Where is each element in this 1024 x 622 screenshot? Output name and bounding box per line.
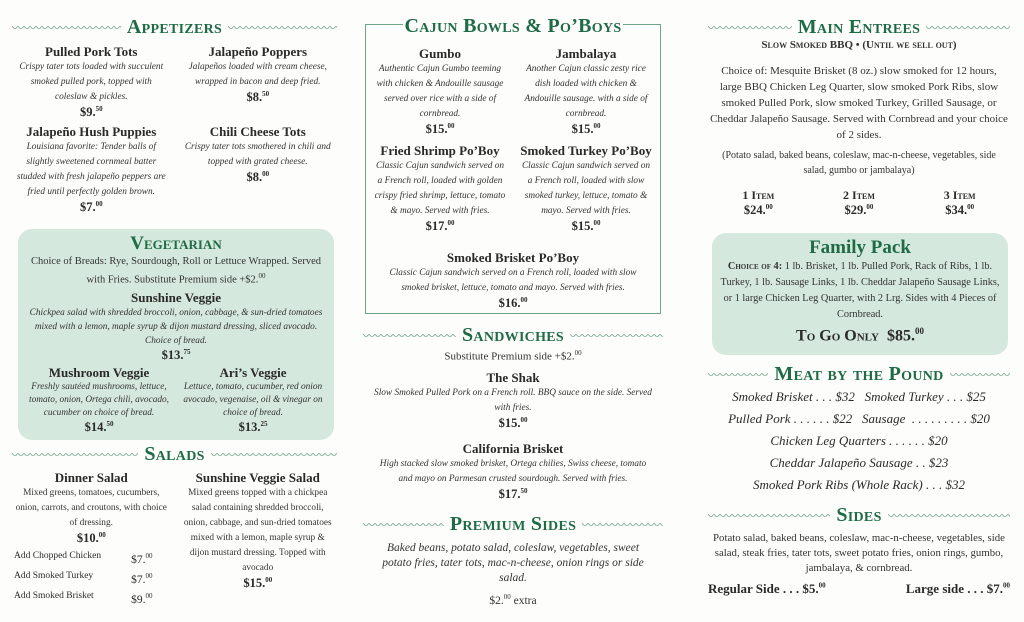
sides-prices	[708, 581, 1010, 597]
item-price: $14.50	[84, 419, 114, 434]
item-name: Dinner Salad	[54, 470, 128, 485]
premium-sides-desc: Baked beans, potato salad, coleslaw, vegetables, sweet potato fries, tater tots, mac-n-cheese, onion rings or side salad.	[382, 542, 644, 584]
item-name: California Brisket	[462, 441, 564, 456]
premium-sides-price: $2.00 extra	[489, 593, 537, 607]
section-title: Premium Sides	[449, 513, 577, 535]
section-title: Meat by the Pound	[774, 363, 944, 385]
item-price: $13.25	[238, 419, 268, 434]
main-entrees-note: (Potato salad, baked beans, coleslaw, mac-n-cheese, vegetables, side salad, gumbo or jambalaya)	[722, 150, 996, 176]
menu-item	[371, 370, 655, 431]
item-desc: Mixed greens, tomatoes, cucumbers, onion, carrots, and croutons, with choice of dressing.	[15, 488, 167, 528]
item-desc: Classic Cajun sandwich served on a French roll, loaded with slow smoked brisket, lettuce, tomato and mayo. Served with fries.	[389, 268, 637, 293]
section-title: Family Pack	[809, 237, 911, 258]
item-desc: Another Cajun classic zesty rice dish loaded with chicken & Andouille sausage. with a side of cornbread.	[524, 64, 648, 119]
item-name: Chili Cheese Tots	[209, 124, 306, 139]
premium-sides-header	[363, 513, 663, 536]
menu-item	[179, 44, 338, 120]
item-price: $17.00	[425, 219, 455, 233]
addon-row: Add Chopped Chicken $7.00	[14, 551, 153, 566]
regular-side-price: Regular Side . . . $5.00	[708, 581, 826, 596]
meat-row: Cheddar Jalapeño Sausage . . $23	[769, 455, 949, 470]
section-title: Appetizers	[126, 16, 223, 38]
cajun-header	[403, 15, 623, 38]
large-side-price: Large side . . . $7.00	[905, 581, 1010, 596]
family-pack-price: To Go Only $85.00	[796, 326, 924, 345]
item-name: Smoked Brisket Po’Boy	[446, 250, 580, 265]
addon-row: Add Smoked Turkey $7.00	[14, 571, 153, 586]
item-name: Sunshine Veggie	[131, 289, 221, 305]
menu-item	[517, 46, 655, 137]
menu-item	[180, 365, 326, 435]
item-price: $7.00	[79, 200, 103, 214]
divider	[12, 453, 138, 457]
menu-item	[371, 143, 509, 234]
item-price: $15.00	[243, 576, 273, 590]
tier: 2 Item $29.00	[843, 188, 875, 217]
menu-item	[371, 46, 509, 137]
menu-item	[373, 250, 653, 311]
item-desc: Chickpea salad with shredded broccoli, onion, cabbage, & sun-dried tomatoes mixed with a lemon, maple syrup & dijon mustard dressing, sliced avocado. Choice of bread.	[29, 307, 323, 346]
item-price: $15.00	[571, 219, 601, 233]
item-price: $15.00	[425, 122, 455, 136]
item-name: Jalapeño Hush Puppies	[26, 124, 157, 139]
left-column	[12, 0, 337, 622]
meat-row: Smoked Pork Ribs (Whole Rack) . . . $32	[753, 477, 965, 492]
menu-item	[12, 470, 171, 608]
item-desc: Jalapeños loaded with cream cheese, wrapped in bacon and deep fried.	[188, 62, 327, 87]
tier: 3 Item $34.00	[943, 188, 976, 217]
item-name: Jambalaya	[555, 46, 617, 61]
divider	[211, 453, 337, 457]
meat-list	[708, 386, 1010, 496]
menu-item	[517, 143, 655, 234]
cajun-list	[371, 46, 655, 234]
section-title: Salads	[144, 443, 205, 465]
item-name: Mushroom Veggie	[48, 364, 150, 380]
divider	[708, 514, 830, 518]
salads-header	[12, 443, 337, 466]
item-price: $13.75	[161, 347, 191, 362]
item-desc: Lettuce, tomato, cucumber, red onion avocado, vegenaise, oil & vinegar on choice of bread.	[183, 381, 323, 418]
meat-by-pound-header	[708, 363, 1010, 386]
meat-row: Chicken Leg Quarters . . . . . . $20	[770, 433, 948, 448]
item-price: $15.00	[571, 122, 601, 136]
section-title: Sides	[836, 504, 882, 526]
section-title: Sandwiches	[461, 324, 565, 346]
main-entrees-desc: Choice of: Mesquite Brisket (8 oz.) slow smoked for 12 hours, large BBQ Chicken Leg Quarter, slow smoked Pork Ribs, slow smoked Pulled Pork, slow smoked Turkey, Grilled Sausage, or Cheddar Jalapeño Sausage. Served with Cornbread and your choice of 2 sides.	[710, 65, 1008, 141]
divider	[926, 26, 1010, 30]
item-price: $8.00	[246, 170, 270, 184]
item-desc: Crispy tater tots loaded with succulent smoked pulled pork, topped with coleslaw & pickles.	[19, 62, 164, 102]
item-desc: Crispy tater tots smothered in chili and topped with grated cheese.	[184, 142, 331, 167]
middle-column	[363, 0, 663, 622]
item-desc: Authentic Cajun Gumbo teeming with chicken & Andouille sausage served over rice with a side of cornbread.	[376, 64, 504, 119]
menu-item	[371, 441, 655, 502]
divider	[12, 26, 121, 30]
menu-item	[12, 44, 171, 120]
item-price: $10.00	[76, 531, 106, 545]
vegetarian-box	[18, 229, 334, 440]
item-name: Jalapeño Poppers	[208, 44, 308, 59]
sides-header	[708, 504, 1010, 527]
menu-item	[179, 124, 338, 215]
menu-item	[12, 124, 171, 215]
item-desc: Classic Cajun sandwich served on a French roll, loaded with slow smoked turkey, lettuce, tomato & mayo. Served with fries.	[521, 161, 651, 216]
item-name: Fried Shrimp Po’Boy	[380, 143, 500, 158]
item-price: $16.00	[498, 296, 528, 310]
item-name: Sunshine Veggie Salad	[195, 470, 320, 485]
item-desc: Louisiana favorite: Tender balls of slightly sweetened cornmeal batter studded with fresh jalapeño peppers are fried until perfectly golden brown.	[16, 142, 166, 197]
item-price: $15.00	[498, 416, 528, 430]
menu-item	[179, 470, 338, 608]
vegetarian-row	[26, 365, 326, 435]
tier: 1 Item $24.00	[742, 188, 775, 217]
appetizers-header	[12, 16, 337, 39]
right-column	[708, 0, 1010, 622]
section-title: Cajun Bowls & Po’Boys	[404, 15, 622, 37]
addons-list	[14, 548, 169, 608]
item-desc: Mixed greens topped with a chickpea salad containing shredded broccoli, onion, cabbage, and sun-dried tomatoes mixed with a lemon, maple syrup & dijon mustard dressing. Topped with avocado	[183, 488, 332, 573]
meat-row: Smoked Brisket . . . $32 Smoked Turkey . . . $25	[732, 389, 986, 404]
item-name: The Shak	[486, 370, 540, 385]
divider	[708, 26, 792, 30]
divider	[363, 334, 456, 338]
item-name: Gumbo	[419, 46, 461, 61]
item-price: $8.50	[246, 90, 270, 104]
item-desc: Freshly sautéed mushrooms, lettuce, tomato, onion, Ortega chili, avocado, cucumber on choice of bread.	[29, 381, 169, 418]
salads-list	[12, 470, 337, 608]
appetizers-list	[12, 44, 337, 215]
family-pack-desc: Choice of 4: 1 lb. Brisket, 1 lb. Pulled Pork, Rack of Ribs, 1 lb. Turkey, 1 lb. Sausage Links, 1 lb. Cheddar Jalapeño Sausage Links, or 1 large Chicken Leg Quarter, with 2 Lrg. Sides with 4 Pieces of Cornbread.	[720, 261, 1000, 320]
sandwiches-header	[363, 324, 663, 347]
divider	[228, 26, 337, 30]
divider	[888, 514, 1010, 518]
menu-item	[26, 290, 326, 363]
divider	[363, 523, 444, 527]
item-name: Pulled Pork Tots	[45, 44, 138, 59]
vegetarian-intro: Choice of Breads: Rye, Sourdough, Roll or Lettuce Wrapped. Served with Fries. Substitute Premium side +$2.00	[31, 256, 321, 286]
item-price: $17.50	[498, 487, 528, 501]
item-desc: High stacked slow smoked brisket, Ortega chilies, Swiss cheese, tomato and mayo on Parmesan crusted sourdough. Served with fries.	[379, 459, 647, 484]
item-name: Ari’s Veggie	[219, 364, 287, 380]
divider	[570, 334, 663, 338]
divider	[582, 523, 663, 527]
item-desc: Slow Smoked Pulled Pork on a French roll. BBQ sauce on the side. Served with fries.	[374, 388, 652, 413]
menu-item	[26, 365, 172, 435]
item-desc: Classic Cajun sandwich served on a French roll, loaded with golden crispy fried shrimp, lettuce, tomato & mayo. Served with fries.	[374, 161, 506, 216]
section-title: Main Entrees	[797, 16, 921, 38]
main-entrees-header	[708, 16, 1010, 39]
section-title: Vegetarian	[130, 233, 222, 254]
family-pack-box	[712, 233, 1008, 355]
divider	[708, 373, 768, 377]
addon-row: Add Smoked Brisket $9.00	[14, 591, 153, 606]
divider	[950, 373, 1010, 377]
entree-tiers	[708, 188, 1010, 218]
item-price: $9.50	[79, 105, 103, 119]
sides-desc: Potato salad, baked beans, coleslaw, mac-n-cheese, vegetables, side salad, steak fries, tater tots, sweet potato fries, onion rings, gumbo, jambalaya, & cornbread.	[713, 532, 1005, 574]
meat-row: Pulled Pork . . . . . . $22 Sausage . . . . . . . . . $20	[728, 411, 990, 426]
sandwiches-intro: Substitute Premium side +$2.00	[444, 349, 582, 363]
main-entrees-subtitle: Slow Smoked BBQ • (Until we sell out)	[761, 39, 957, 51]
item-name: Smoked Turkey Po’Boy	[520, 143, 652, 158]
